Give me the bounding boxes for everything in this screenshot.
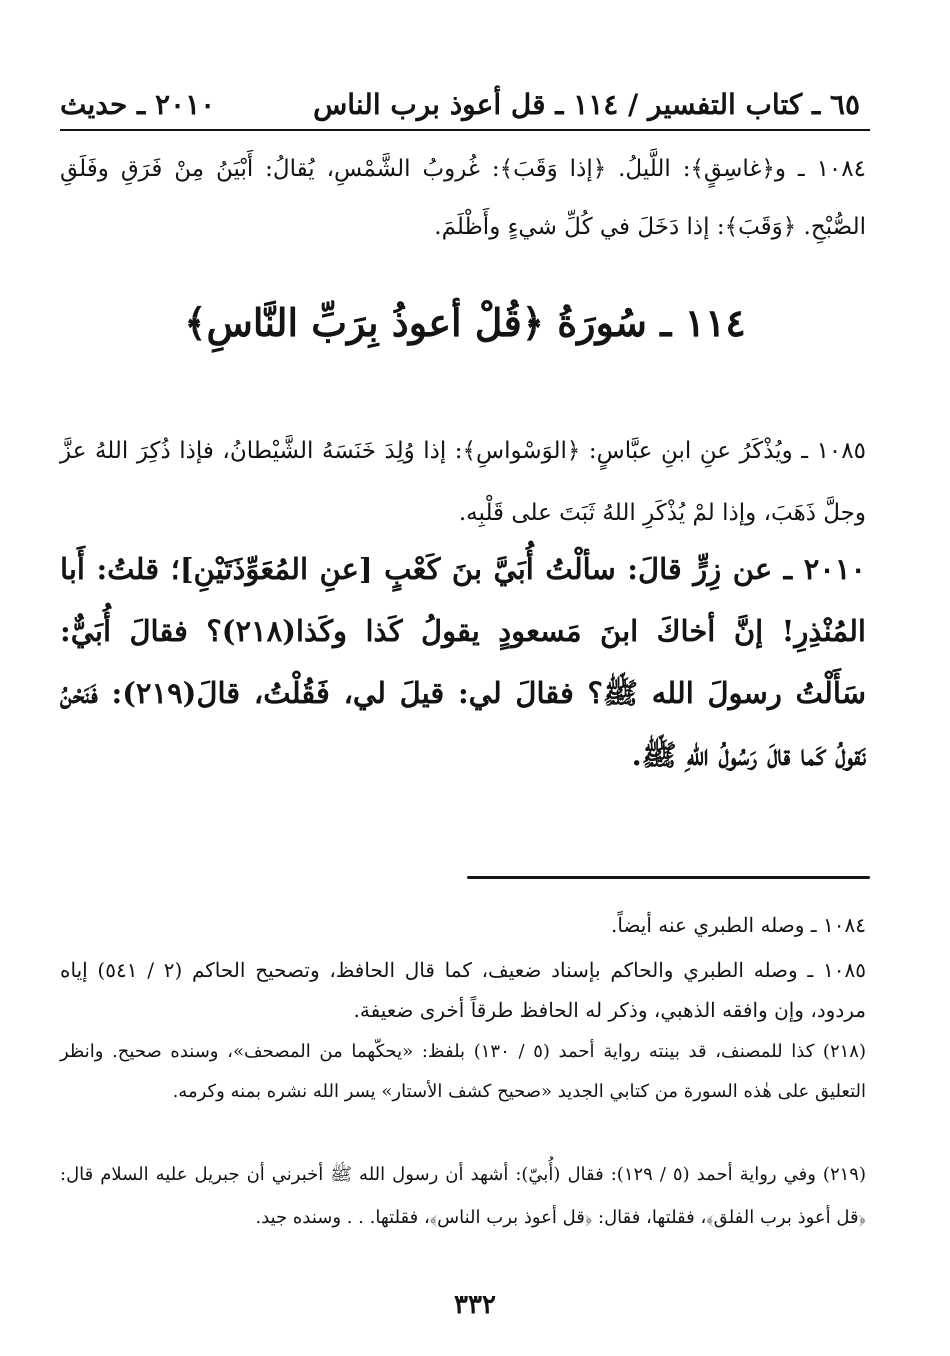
footnote-1084: ١٠٨٤ ـ وصله الطبري عنه أيضاً. <box>611 913 866 937</box>
surah-heading: ١١٤ ـ سُورَةُ ﴿قُلْ أعوذُ بِرَبِّ النَّاسِ﴾ <box>184 300 746 345</box>
footnote-218: (٢١٨) كذا للمصنف، قد بينته رواية أحمد (٥ / ١٣٠) بلفظ: «يحكّهما من المصحف»، وسنده صحيح. وانظر التعليق على هٰذه السورة من كتابي الجديد «صحيح كشف الأستار» يسر الله نشره بمنه وكرمه. <box>60 1041 867 1102</box>
hadith-2010: ٢٠١٠ ـ عن زِرٍّ قالَ: سألْتُ أُبَيَّ بنَ كَعْبٍ [عنِ المُعَوِّذَتَيْنِ]؛ قلتُ: أَبا المُنْذِرِ! إنَّ أخاكَ ابنَ مَسعودٍ يقولُ كَذا وكَذا(٢١٨)؟ فقالَ أُبَيٌّ: سَأَلْتُ رسولَ الله ﷺ؟ فقالَ لي: قيلَ لي، فَقُلْتُ، قالَ(٢١٩): فَنَحْنُ نَقولُ كَما قالَ رَسُولُ اللهِ ﷺ. <box>60 552 866 772</box>
footnote-divider <box>467 876 870 879</box>
running-header-hadith-range: ٢٠١٠ ـ حديث <box>60 88 216 121</box>
running-header-title: ٦٥ ـ كتاب التفسير / ١١٤ ـ قل أعوذ برب الناس <box>313 88 860 121</box>
page-number: ٣٣٢ <box>454 1290 496 1320</box>
entry-1085: ١٠٨٥ ـ ويُذْكَرُ عنِ ابنِ عبَّاسٍ: ﴿الوَسْواسِ﴾: إذا وُلِدَ خَنَسَهُ الشَّيْطانُ، فإذا ذُكِرَ اللهُ عزَّ وجلَّ ذَهَبَ، وإذا لمْ يُذْكَرِ اللهُ ثَبَتَ على قَلْبِه. <box>60 438 866 526</box>
entry-1084: ١٠٨٤ ـ و﴿غاسِقٍ﴾: اللَّيلُ. ﴿إذا وَقَبَ﴾: غُروبُ الشَّمْسِ، يُقالُ: أَبْيَنُ مِنْ فَرَقِ وفَلَقِ الصُّبْحِ. ﴿وَقَبَ﴾: إذا دَخَلَ في كُلِّ شيءٍ وأَظْلَمَ. <box>60 156 866 240</box>
header-divider <box>60 129 870 131</box>
footnote-219: (٢١٩) وفي رواية أحمد (٥ / ١٢٩): فقال (أُبيّ): أشهد أن رسول الله ﷺ أخبرني أن جبريل عليه السلام قال: ﴿قل أعوذ برب الفلق﴾، فقلتها، فقال: ﴿قل أعوذ برب الناس﴾، فقلتها. . . وسنده جيد. <box>60 1164 866 1228</box>
footnote-1085: ١٠٨٥ ـ وصله الطبري والحاكم بإسناد ضعيف، كما قال الحافظ، وتصحيح الحاكم (٢ / ٥٤١) إياه مردود، وإن وافقه الذهبي، وذكر له الحافظ طرقاً أخرى ضعيفة. <box>60 958 866 1022</box>
